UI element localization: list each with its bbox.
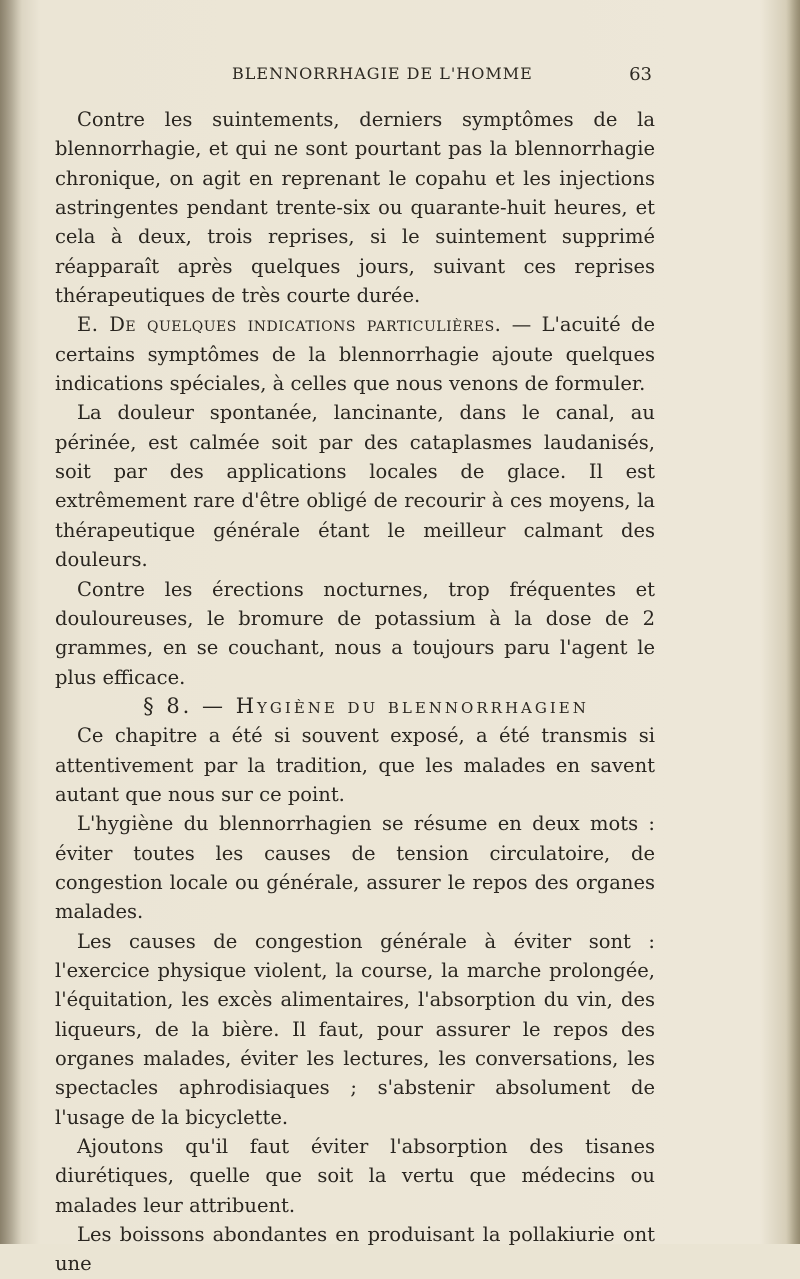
- binding-shadow: [0, 0, 22, 1244]
- paragraph: La douleur spontanée, lancinante, dans le canal, au périnée, est calmée soit par des cataplasmes laudanisés, soit par des applications locales de glace. Il est extrêmement rare d'être obligé de recourir à ces moyens, la thérapeutique générale étant le meilleur calmant des douleurs.: [55, 401, 655, 572]
- section-heading: [55, 692, 655, 721]
- paragraph: Contre les suintements, derniers symptômes de la blennorrhagie, et qui ne sont pourtant pas la blennorrhagie chronique, on agit en reprenant le copahu et les injections astringentes pendant trente-six ou quarante-huit heures, et cela à deux, trois reprises, si le suintement supprimé réapparaît après quelques jours, suivant ces reprises thérapeutiques de très courte durée.: [55, 108, 655, 308]
- paragraph: Les boissons abondantes en produisant la pollakiurie ont une: [55, 1223, 655, 1276]
- subsection-label: E. De quelques indications particulières.: [77, 313, 502, 337]
- paragraph: Ce chapitre a été si souvent exposé, a été transmis si attentivement par la tradition, que les malades en savent autant que nous sur ce point.: [55, 724, 655, 806]
- page-number: 63: [629, 64, 652, 85]
- paragraph: Contre les érections nocturnes, trop fréquentes et douloureuses, le bromure de potassium à la dose de 2 grammes, en se couchant, nous a toujours paru l'agent le plus efficace.: [55, 577, 655, 689]
- section-heading-text: § 8. — Hygiène du blennorrhagien: [143, 693, 589, 718]
- paragraph: Ajoutons qu'il faut éviter l'absorption des tisanes diurétiques, quelle que soit la vertu que médecins ou malades leur attribuent.: [55, 1135, 655, 1217]
- paragraph: Les causes de congestion générale à éviter sont : l'exercice physique violent, la course, la marche prolongée, l'équitation, les excès alimentaires, l'absorption du vin, des liqueurs, de la bière. Il faut, pour assurer le repos des organes malades, éviter les lectures, les conversations, les spectacles aphrodisiaques ; s'abstenir absolument de l'usage de la bicyclette.: [55, 929, 655, 1129]
- subsection-paragraph: [55, 310, 655, 398]
- page-edge: [786, 0, 800, 1244]
- paragraph: L'hygiène du blennorrhagien se résume en deux mots : éviter toutes les causes de tension circulatoire, de congestion locale ou générale, assurer le repos des organes malades.: [55, 812, 655, 924]
- subsection-text: — L'acuité de certains symptômes de la blennorrhagie ajoute quelques indications spéciales, à celles que nous venons de formuler.: [55, 313, 655, 396]
- body-text: [55, 105, 655, 1279]
- running-title: BLENNORRHAGIE DE L'HOMME: [232, 64, 533, 83]
